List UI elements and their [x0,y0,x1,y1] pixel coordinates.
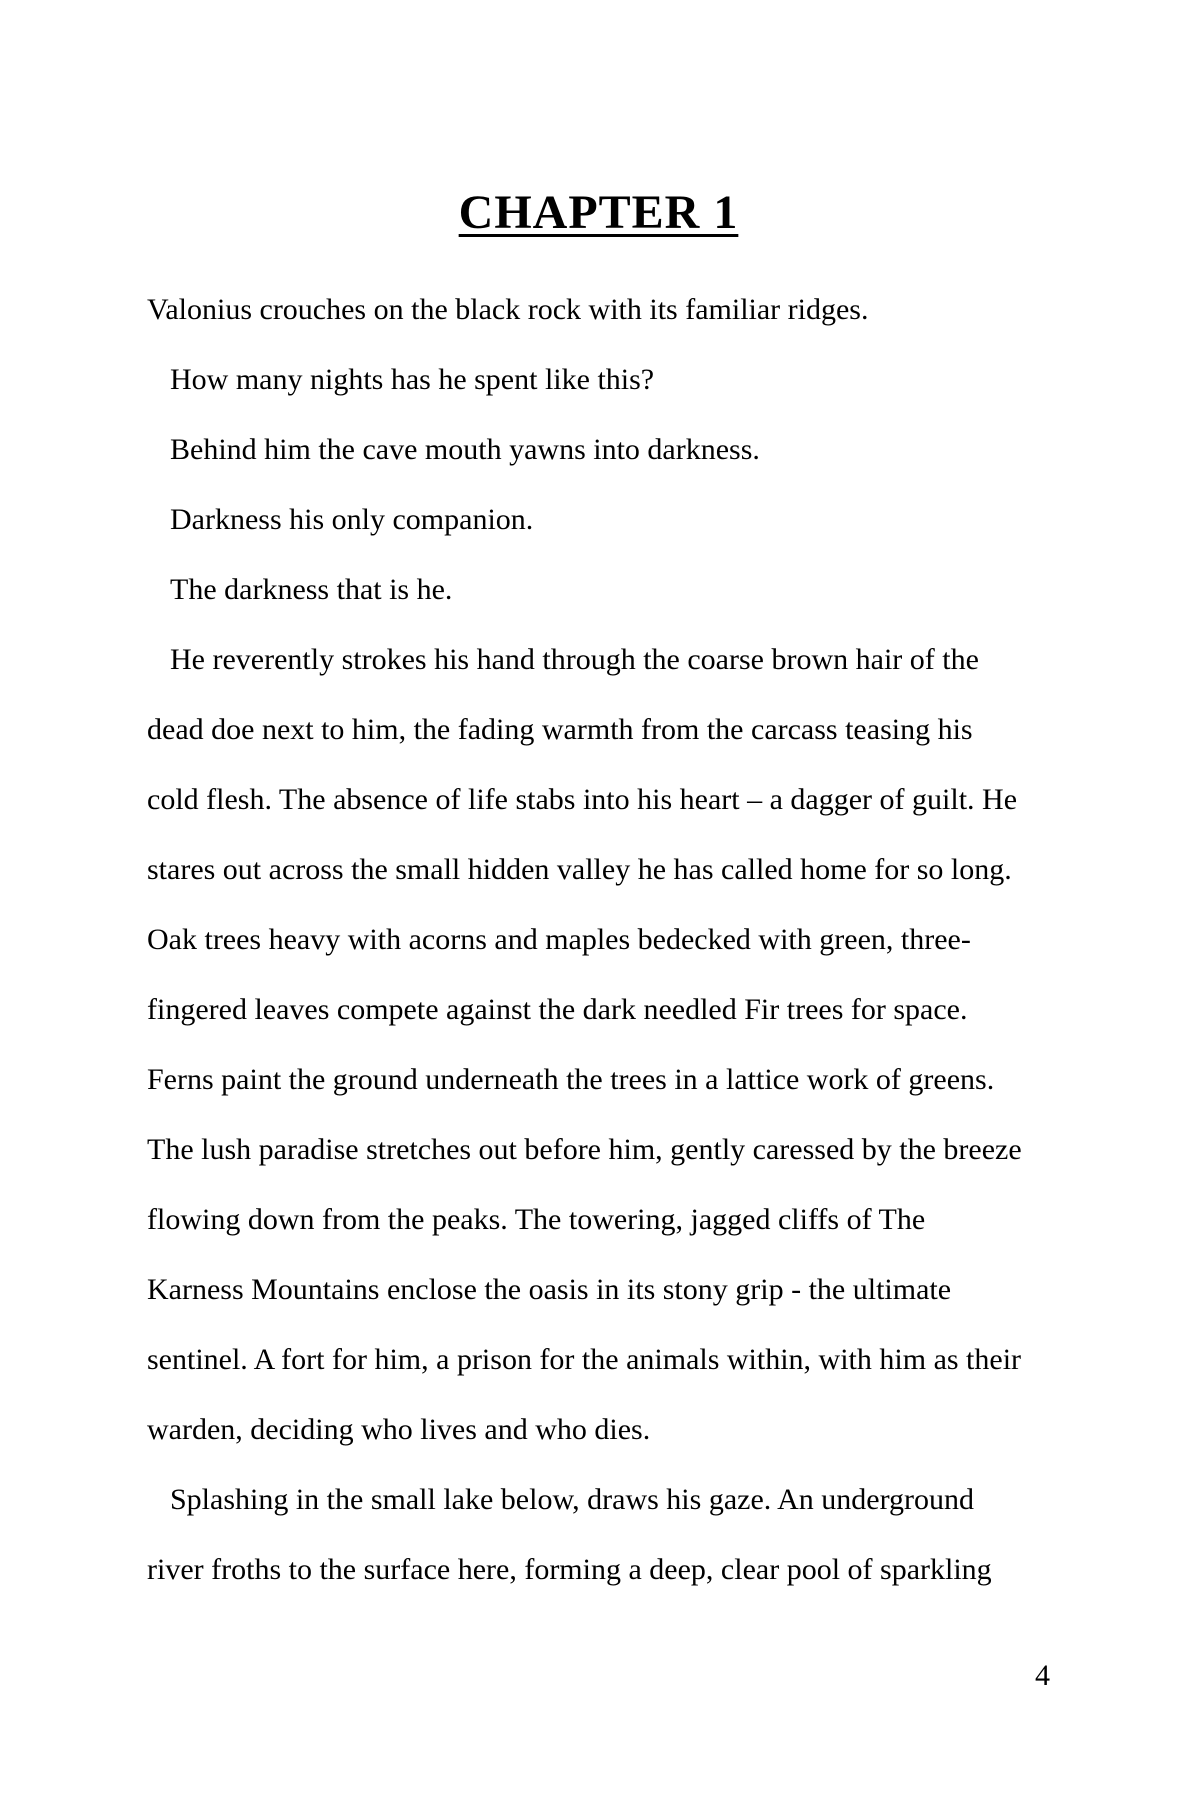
text-line: The darkness that is he. [170,573,453,606]
text-line: Ferns paint the ground underneath the trees in a lattice work of greens. [147,1063,995,1096]
text-line: How many nights has he spent like this? [170,363,655,396]
text-line: Valonius crouches on the black rock with its familiar ridges. [147,293,869,326]
paragraph [147,275,1050,345]
text-line: warden, deciding who lives and who dies. [147,1413,651,1446]
page-number: 4 [1035,1659,1050,1692]
paragraph [147,555,1050,625]
paragraph [147,485,1050,555]
text-line: fingered leaves compete against the dark needled Fir trees for space. [147,993,968,1026]
text-line: flowing down from the peaks. The towering, jagged cliffs of The [147,1203,926,1236]
text-line: cold flesh. The absence of life stabs into his heart – a dagger of guilt. He [147,783,1018,816]
paragraph [147,345,1050,415]
text-line: dead doe next to him, the fading warmth from the carcass teasing his [147,713,973,746]
text-line: Darkness his only companion. [170,503,534,536]
text-line: Splashing in the small lake below, draws his gaze. An underground [170,1483,975,1516]
text-line: sentinel. A fort for him, a prison for the animals within, with him as their [147,1343,1022,1376]
text-line: The lush paradise stretches out before him, gently caressed by the breeze [147,1133,1022,1166]
paragraph [147,1465,1050,1605]
text-line: Behind him the cave mouth yawns into darkness. [170,433,760,466]
body-text [147,275,1050,1605]
paragraph [147,625,1050,1465]
paragraph [147,415,1050,485]
text-line: Karness Mountains enclose the oasis in its stony grip - the ultimate [147,1273,952,1306]
text-line: Oak trees heavy with acorns and maples bedecked with green, three- [147,923,971,956]
text-line: He reverently strokes his hand through the coarse brown hair of the [170,643,979,676]
text-line: stares out across the small hidden valley he has called home for so long. [147,853,1012,886]
chapter-heading: CHAPTER 1 [458,186,739,239]
text-line: river froths to the surface here, forming a deep, clear pool of sparkling [147,1553,992,1586]
